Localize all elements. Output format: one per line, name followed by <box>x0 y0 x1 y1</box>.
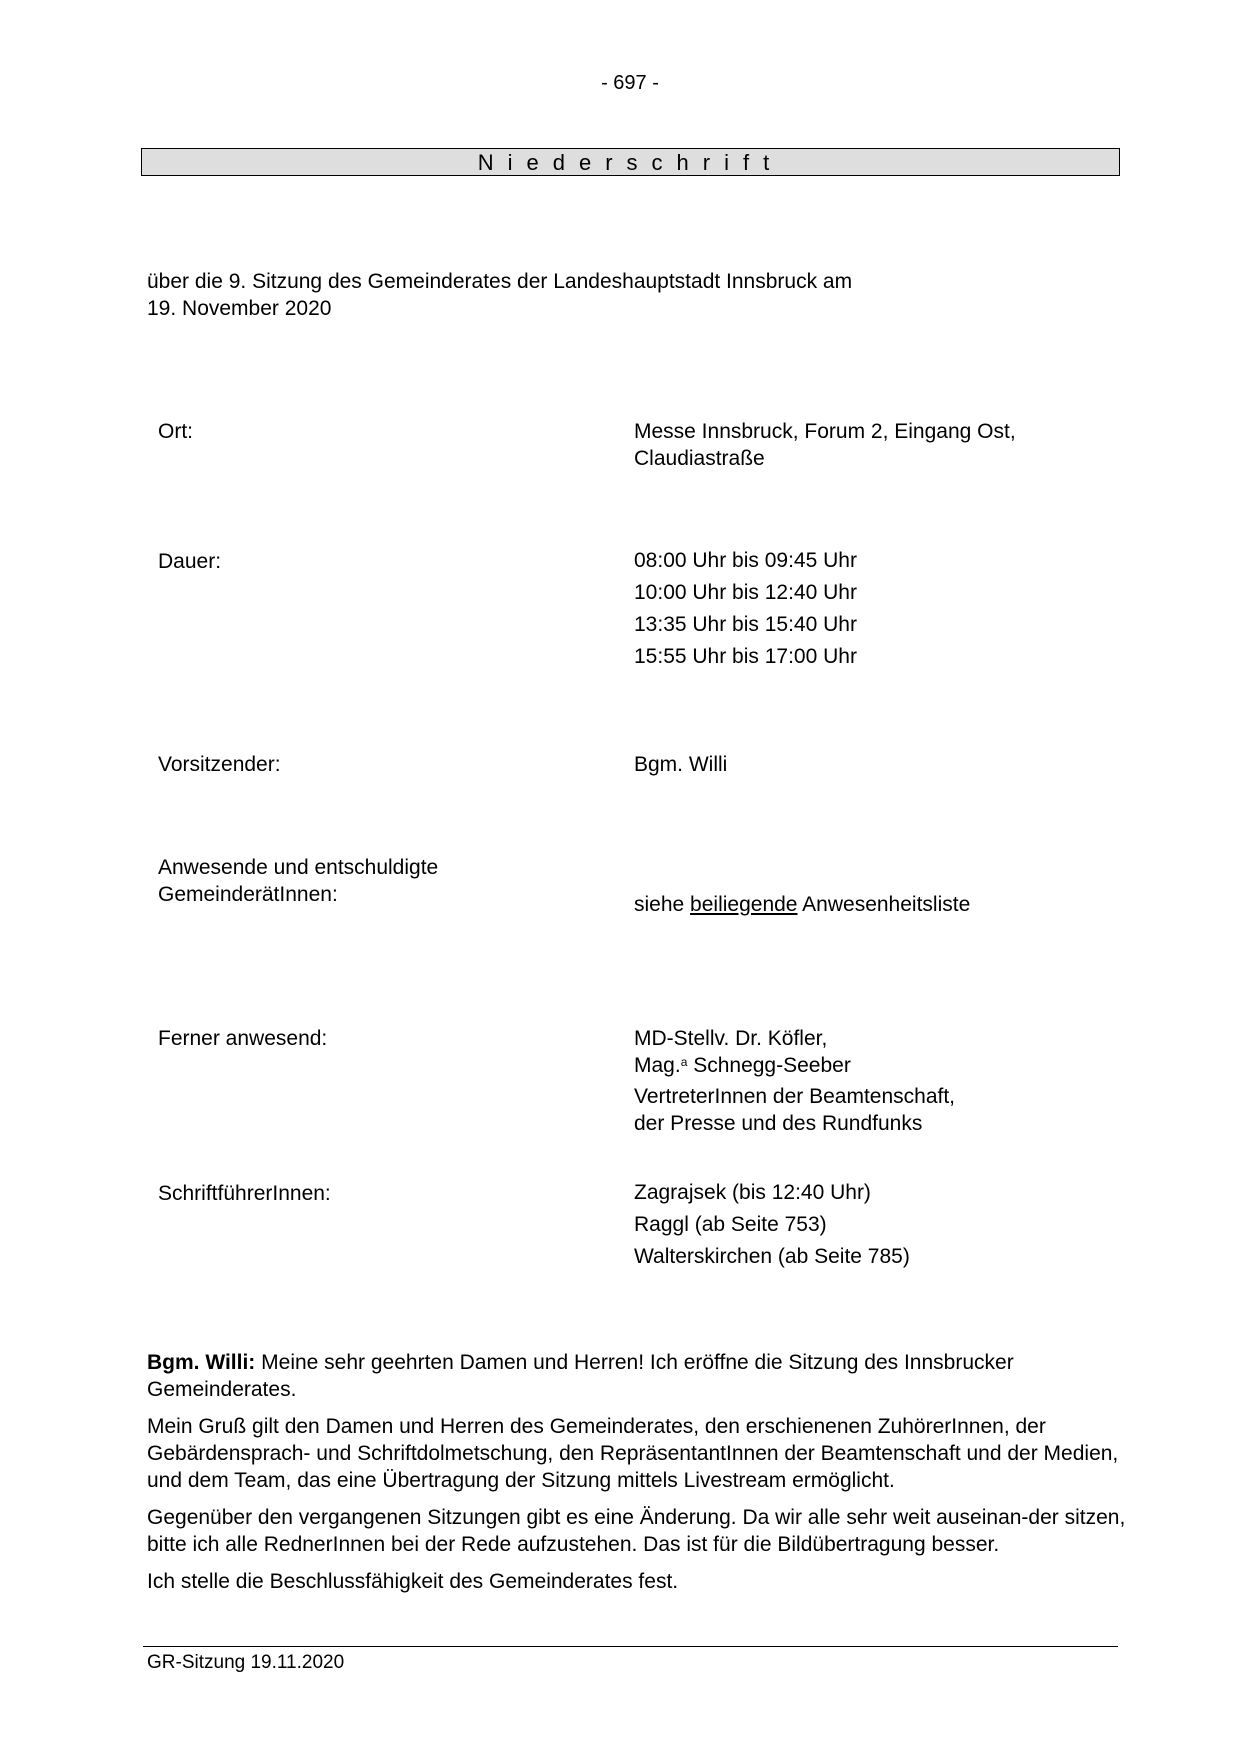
ort-label: Ort: <box>158 420 193 443</box>
intro-line-1: über die 9. Sitzung des Gemeinderates der Landeshauptstadt Innsbruck am <box>147 270 853 293</box>
footer-text: GR-Sitzung 19.11.2020 <box>147 1652 345 1673</box>
anwesende-value-pre: siehe <box>634 893 691 916</box>
anwesende-value-underlined: beiliegende <box>690 893 798 916</box>
ferner-label: Ferner anwesend: <box>158 1027 328 1050</box>
page-number: - 697 - <box>601 72 659 94</box>
schriftfuehrer-label: SchriftführerInnen: <box>158 1182 331 1205</box>
anwesende-label-line-2: GemeinderätInnen: <box>158 883 338 906</box>
dauer-line-2: 10:00 Uhr bis 12:40 Uhr <box>634 581 857 604</box>
ferner-line-4: der Presse und des Rundfunks <box>634 1112 923 1135</box>
dauer-line-1: 08:00 Uhr bis 09:45 Uhr <box>634 549 857 572</box>
dauer-line-4: 15:55 Uhr bis 17:00 Uhr <box>634 645 857 668</box>
anwesende-label-line-1: Anwesende und entschuldigte <box>158 856 439 879</box>
minutes-body <box>147 1349 1127 1605</box>
dauer-value <box>634 545 1114 673</box>
vorsitzender-value: Bgm. Willi <box>634 753 728 776</box>
paragraph-1-text: Meine sehr geehrten Damen und Herren! Ich eröffne die Sitzung des Innsbrucker Gemeinderates. <box>147 1351 1014 1401</box>
schriftfuehrer-line-3: Walterskirchen (ab Seite 785) <box>634 1245 910 1268</box>
anwesende-value-post: Anwesenheitsliste <box>797 893 971 916</box>
ort-line-1: Messe Innsbruck, Forum 2, Eingang Ost, <box>634 420 1016 443</box>
ferner-value <box>634 1025 1114 1137</box>
schriftfuehrer-value <box>634 1177 1114 1273</box>
footer-divider <box>143 1646 1118 1647</box>
dauer-line-3: 13:35 Uhr bis 15:40 Uhr <box>634 613 857 636</box>
ferner-line-2-rest: Schnegg-Seeber <box>687 1054 851 1077</box>
ferner-line-2-sup: a <box>680 1055 688 1069</box>
ort-value <box>634 418 1114 472</box>
paragraph-3: Gegenüber den vergangenen Sitzungen gibt es eine Änderung. Da wir alle sehr weit auseinan-der sitzen, bitte ich alle RednerInnen bei der Rede aufzustehen. Das ist für die Bildübertragung besser. <box>147 1506 1126 1556</box>
schriftfuehrer-line-2: Raggl (ab Seite 753) <box>634 1213 827 1236</box>
paragraph-2: Mein Gruß gilt den Damen und Herren des Gemeinderates, den erschienenen ZuhörerInnen, der Gebärdensprach- und Schriftdolmetschung, den RepräsentantInnen der Beamtenschaft und der Medien, und dem Team, das eine Übertragung der Sitzung mittels Livestream ermöglicht. <box>147 1415 1119 1492</box>
vorsitzender-label: Vorsitzender: <box>158 753 281 776</box>
ferner-line-2 <box>634 1052 1114 1079</box>
ferner-line-2-prefix: Mag. <box>634 1054 681 1077</box>
speaker-name: Bgm. Willi: <box>147 1351 256 1374</box>
anwesende-label <box>158 854 588 908</box>
paragraph-1 <box>147 1349 1127 1403</box>
document-title: Niederschrift <box>141 148 1120 176</box>
anwesende-value <box>634 891 1114 918</box>
ferner-line-1: MD-Stellv. Dr. Köfler, <box>634 1027 828 1050</box>
intro-line-2: 19. November 2020 <box>147 297 332 320</box>
dauer-label: Dauer: <box>158 550 222 573</box>
paragraph-4: Ich stelle die Beschlussfähigkeit des Gemeinderates fest. <box>147 1570 679 1593</box>
intro-text <box>147 268 1047 322</box>
ferner-line-3: VertreterInnen der Beamtenschaft, <box>634 1085 956 1108</box>
schriftfuehrer-line-1: Zagrajsek (bis 12:40 Uhr) <box>634 1181 871 1204</box>
ort-line-2: Claudiastraße <box>634 447 765 470</box>
